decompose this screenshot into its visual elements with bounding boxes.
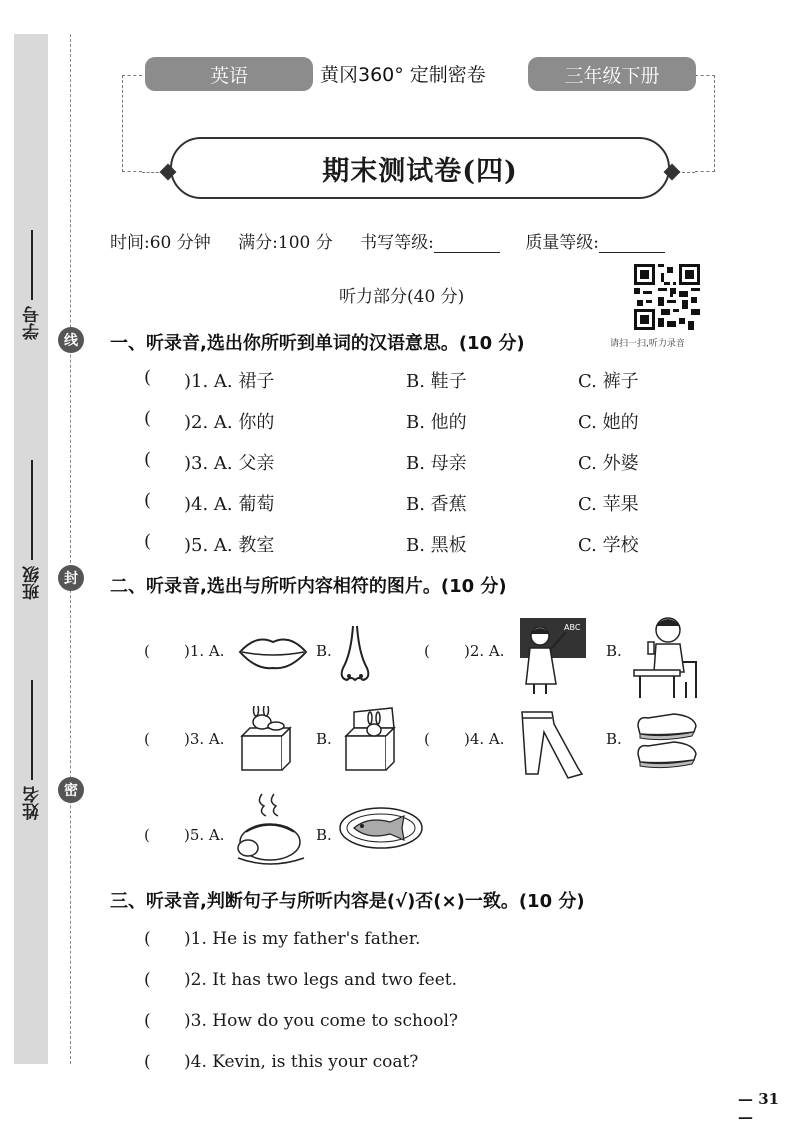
option-b-label: B. (316, 730, 332, 748)
question-text: )1. He is my father's father. (184, 929, 421, 949)
option-a: )1. A. 裙子 (184, 371, 275, 392)
writing-grade-blank[interactable] (434, 233, 500, 253)
question-text: )4. Kevin, is this your coat? (184, 1052, 419, 1072)
option-c: C. 学校 (578, 535, 639, 556)
exam-title-box (170, 137, 670, 199)
answer-paren[interactable]: ( (144, 826, 150, 844)
option-c: C. 外婆 (578, 453, 639, 474)
seal-line-badge: 线 (58, 327, 84, 353)
header-frame-left (122, 75, 142, 172)
answer-paren[interactable]: ( (144, 449, 152, 470)
exam-time: 时间:60 分钟 (110, 233, 211, 253)
page-number: — 31 — (738, 1090, 780, 1124)
name-label: 姓名 (22, 786, 43, 820)
option-c: C. 她的 (578, 412, 639, 433)
class-label: 班级 (22, 566, 43, 600)
answer-paren[interactable]: ( (144, 929, 151, 949)
option-a-label: )2. A. (464, 642, 505, 660)
svg-text:ABC: ABC (564, 623, 581, 632)
fish-icon[interactable] (338, 806, 424, 850)
option-b: B. 香蕉 (406, 494, 467, 515)
option-b-label: B. (316, 826, 332, 844)
option-a: )5. A. 教室 (184, 535, 275, 556)
answer-paren[interactable]: ( (144, 1011, 151, 1031)
option-c: C. 苹果 (578, 494, 639, 515)
answer-paren[interactable]: ( (144, 642, 150, 660)
rabbit-in-box-icon[interactable] (340, 706, 400, 772)
subject-pill: 英语 (145, 57, 313, 91)
question-text: )3. How do you come to school? (184, 1011, 459, 1031)
brand-text: 黄冈360° 定制密卷 (320, 64, 486, 86)
mouth-icon[interactable] (238, 632, 308, 672)
section3-title: 三、听录音,判断句子与所听内容是(√)否(×)一致。(10 分) (110, 891, 585, 912)
option-a-label: )4. A. (464, 730, 505, 748)
student-icon[interactable] (632, 612, 700, 700)
qr-note: 请扫一扫,听力录音 (610, 339, 685, 349)
pants-icon[interactable] (518, 710, 584, 780)
question-text: )2. It has two legs and two feet. (184, 970, 457, 990)
shoes-icon[interactable] (634, 712, 700, 776)
answer-paren[interactable]: ( (144, 1052, 151, 1072)
section2-title: 二、听录音,选出与所听内容相符的图片。(10 分) (110, 576, 507, 597)
answer-paren[interactable]: ( (424, 730, 430, 748)
exam-title: 期末测试卷(四) (322, 155, 518, 187)
grade-pill: 三年级下册 (528, 57, 696, 91)
nose-icon[interactable] (337, 624, 373, 684)
option-a: )3. A. 父亲 (184, 453, 275, 474)
option-a: )4. A. 葡萄 (184, 494, 275, 515)
option-a: )2. A. 你的 (184, 412, 275, 433)
option-a-label: )3. A. (184, 730, 225, 748)
section1-title: 一、听录音,选出你所听到单词的汉语意思。(10 分) (110, 333, 525, 354)
class-field (18, 460, 46, 600)
chicken-icon[interactable] (236, 792, 306, 866)
name-field (18, 680, 46, 820)
answer-paren[interactable]: ( (144, 490, 152, 511)
option-a-label: )5. A. (184, 826, 225, 844)
answer-paren[interactable]: ( (144, 730, 150, 748)
option-b: B. 母亲 (406, 453, 467, 474)
option-b-label: B. (606, 730, 622, 748)
writing-grade-label: 书写等级: (360, 233, 434, 253)
quality-grade-label: 质量等级: (525, 233, 600, 253)
cut-line (70, 34, 71, 1064)
option-b: B. 黑板 (406, 535, 467, 556)
answer-paren[interactable]: ( (144, 408, 152, 429)
answer-paren[interactable]: ( (144, 531, 152, 552)
option-c: C. 裤子 (578, 371, 639, 392)
answer-paren[interactable]: ( (144, 970, 151, 990)
seal-seal-badge: 封 (58, 565, 84, 591)
answer-paren[interactable]: ( (424, 642, 430, 660)
option-b: B. 他的 (406, 412, 467, 433)
student-id-label: 学号 (22, 306, 43, 340)
quality-grade-blank[interactable] (599, 233, 665, 253)
exam-score: 满分:100 分 (238, 233, 333, 253)
option-b-label: B. (316, 642, 332, 660)
rabbit-on-box-icon[interactable] (236, 706, 296, 772)
answer-paren[interactable]: ( (144, 367, 152, 388)
listening-part-title: 听力部分(40 分) (339, 287, 465, 307)
option-a-label: )1. A. (184, 642, 225, 660)
seal-secret-badge: 密 (58, 777, 84, 803)
exam-info-row (110, 228, 685, 253)
header-frame-right (695, 75, 715, 172)
teacher-icon[interactable] (516, 614, 588, 696)
qr-code-icon[interactable] (634, 264, 700, 330)
option-b: B. 鞋子 (406, 371, 467, 392)
option-b-label: B. (606, 642, 622, 660)
student-id-field (18, 230, 46, 340)
